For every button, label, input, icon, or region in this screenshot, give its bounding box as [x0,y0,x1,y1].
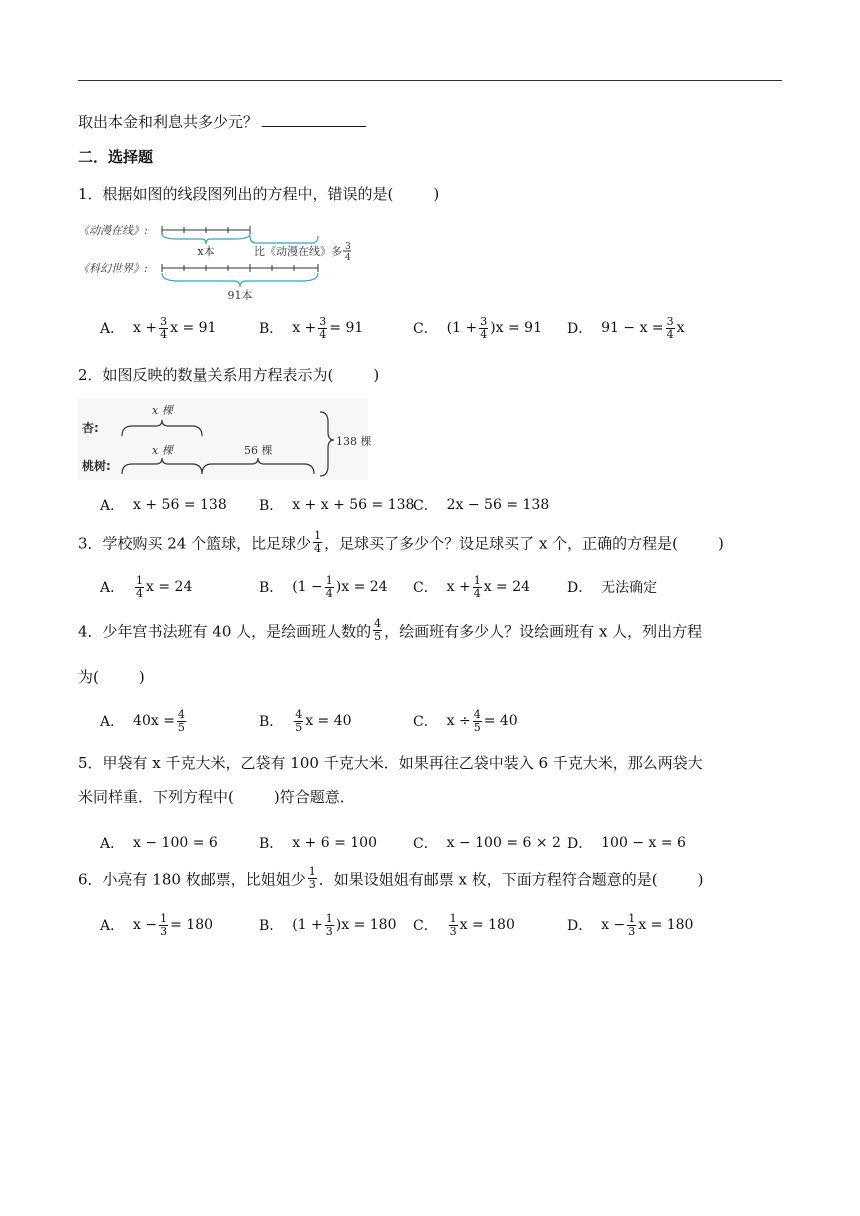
fraction: $\frac{3}{4}$ [666,314,674,341]
q6-option-c[interactable]: C． $\frac{1}{3}$ x = 180 [413,911,515,938]
question-2-stem [78,364,379,386]
fraction: $\frac{4}{5}$ [295,707,303,734]
question-1-stem [78,183,439,205]
carryover-text: 取出本金和利息共多少元？ [78,113,259,131]
q1-fig-label-top: 《动漫在线》: [78,224,148,237]
q5-option-a[interactable]: A． x − 100 = 6 [100,835,218,852]
section-title: 二．选择题 [78,148,154,166]
fraction: $\frac{1}{3}$ [628,911,636,938]
q1-option-c[interactable]: C． (1 + $\frac{3}{4}$ )x = 91 [413,314,542,341]
q4-option-b[interactable]: B． $\frac{4}{5}$ x = 40 [259,707,352,734]
fraction: $\frac{1}{3}$ [449,911,457,938]
q5-option-c[interactable]: C． x − 100 = 6 × 2 [413,835,561,852]
q1-fig-x-label: x本 [197,245,215,258]
q1-fig-total: 91本 [227,289,253,302]
q1-fig-compare-num: 3 [345,242,351,252]
fraction: $\frac{4}{5}$ [473,707,481,734]
q2-fig-x1: x 棵 [152,404,173,417]
fraction: $\frac{3}{4}$ [319,314,327,341]
fraction: $\frac{4}{5}$ [177,707,185,734]
q3-option-b[interactable]: B． (1 − $\frac{1}{4}$ )x = 24 [259,573,388,600]
q1-fig-compare-den: 4 [345,253,351,263]
fraction: $\frac{1}{3}$ [325,911,333,938]
fraction: $\frac{1}{3}$ [160,911,168,938]
answer-blank[interactable] [262,110,366,127]
q2-fig-total: 138 棵 [336,435,372,448]
fraction: $\frac{1}{3}$ [308,865,316,891]
fraction: $\frac{1}{4}$ [325,573,333,600]
question-2-text: 2．如图反映的数量关系用方程表示为( [78,366,334,384]
q1-option-b[interactable]: B． x + $\frac{3}{4}$ = 91 [259,314,364,341]
q2-fig-row1: 杏: [82,421,99,435]
q4-option-a[interactable]: A． 40x = $\frac{4}{5}$ [100,707,185,734]
fraction: $\frac{1}{4}$ [136,573,144,600]
q6-option-b[interactable]: B． (1 + $\frac{1}{3}$ )x = 180 [259,911,397,938]
q5-option-d[interactable]: D． 100 − x = 6 [567,835,686,852]
fraction: $\frac{1}{4}$ [473,573,481,600]
q2-option-b[interactable]: B． x + x + 56 = 138 [259,497,415,514]
q3-option-a[interactable]: A． $\frac{1}{4}$ x = 24 [100,573,193,600]
q1-top-brace [162,234,250,244]
fraction: $\frac{3}{4}$ [480,314,488,341]
q1-fig-compare: 比《动漫在线》多 [254,245,342,258]
q2-option-a[interactable]: A． x + 56 = 138 [100,497,227,514]
question-6-stem: 6．小亮有 180 枚邮票，比姐姐少 $\frac{1}{3}$ ．如果设姐姐有邮票 x 枚，下面方程符合题意的是( ) [78,865,704,891]
q2-fig-row2: 桃树: [82,459,111,473]
q2-fig-x2: x 棵 [152,444,173,457]
q2-fig-extra: 56 棵 [244,444,273,457]
header-rule [78,80,782,81]
q3-option-c[interactable]: C． x + $\frac{1}{4}$ x = 24 [413,573,531,600]
q2-option-c[interactable]: C． 2x − 56 = 138 [413,497,550,514]
fraction: $\frac{3}{4}$ [160,314,168,341]
fraction: $\frac{4}{5}$ [374,617,382,643]
question-1-text: 1．根据如图的线段图列出的方程中，错误的是( [78,185,394,203]
q1-bottom-brace [162,273,318,287]
q4-option-c[interactable]: C． x ÷ $\frac{4}{5}$ = 40 [413,707,518,734]
q6-option-d[interactable]: D． x − $\frac{1}{3}$ x = 180 [567,911,694,938]
carryover-line [78,110,366,133]
question-3-stem: 3．学校购买 24 个篮球，比足球少 $\frac{1}{4}$ ，足球买了多少个？设足球买了 x 个，正确的方程是( ) [78,529,724,555]
question-5-line2: 米同样重．下列方程中( )符合题意． [78,788,355,806]
question-5-line1: 5．甲袋有 x 千克大米，乙袋有 100 千克大米．如果再往乙袋中装入 6 千克大米，那么两袋大 [78,754,703,772]
q2-line-diagram [78,398,378,480]
q1-option-a[interactable]: A． x + $\frac{3}{4}$ x = 91 [100,314,217,341]
q3-option-d[interactable]: D． 无法确定 [567,580,658,596]
q1-line-diagram [78,215,378,305]
question-4-line2: 为( ) [78,668,145,686]
fraction: $\frac{1}{4}$ [314,529,322,555]
q1-fig-label-bottom: 《科幻世界》: [78,262,148,275]
q5-option-b[interactable]: B． x + 6 = 100 [259,835,377,852]
question-4-stem: 4．少年宫书法班有 40 人，是绘画班人数的 $\frac{4}{5}$ ，绘画班有多少人？设绘画班有 x 人，列出方程 [78,617,703,643]
q1-option-d[interactable]: D． 91 − x = $\frac{3}{4}$ x [567,314,685,341]
question-2-close: ) [373,366,380,384]
question-1-close: ) [433,185,440,203]
q1-extra-brace [250,236,318,243]
q2-fig-bg [78,398,368,480]
q6-option-a[interactable]: A． x − $\frac{1}{3}$ = 180 [100,911,214,938]
